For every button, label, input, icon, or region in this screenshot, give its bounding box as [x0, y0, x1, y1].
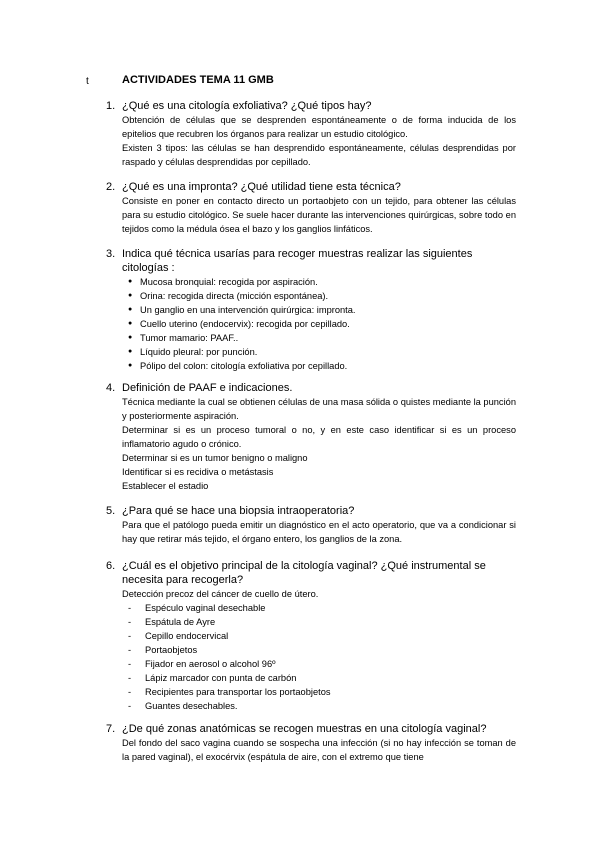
- list-item: - Fijador en aerosol o alcohol 96º: [128, 657, 516, 671]
- question-text: Indica qué técnica usarías para recoger muestras realizar las siguientes citologías :: [122, 248, 473, 274]
- question-7: [106, 722, 516, 764]
- list-item: - Portaobjetos: [128, 643, 516, 657]
- question-text: ¿Qué es una impronta? ¿Qué utilidad tiene esta técnica?: [122, 181, 401, 193]
- bullet-list: [128, 275, 516, 373]
- question-number: 5.: [106, 505, 116, 517]
- question-text: ¿Cuál es el objetivo principal de la citología vaginal? ¿Qué instrumental se necesita para recogerla?: [122, 560, 486, 586]
- answer-paragraph: Consiste en poner en contacto directo un portaobjeto con un tejido, para obtener las células para su estudio citológico. Se suele hacer durante las intervenciones quirúrgicas, sobre todo en tejidos como la médula ósea el bazo y los ganglios linfáticos.: [122, 196, 516, 234]
- question-2: [106, 180, 516, 236]
- list-item: ● Líquido pleural: por punción.: [128, 345, 516, 359]
- list-item: ● Pólipo del colon: citología exfoliativa por cepillado.: [128, 359, 516, 373]
- answer-paragraph: Establecer el estadio: [122, 481, 209, 491]
- answer-paragraph: Determinar si es un tumor benigno o maligno: [122, 453, 308, 463]
- answer-paragraph: Del fondo del saco vagina cuando se sospecha una infección (si no hay infección se toman de la pared vaginal), el exocérvix (espátula de aire, con el extremo que tiene: [122, 738, 516, 762]
- question-number: 3.: [106, 248, 116, 260]
- answer-paragraph: Para que el patólogo pueda emitir un diagnóstico en el acto operatorio, que va a condicionar si hay que retirar más tejido, el órgano entero, los ganglios de la zona.: [122, 520, 516, 544]
- answer: [122, 395, 516, 493]
- answer: [122, 113, 516, 169]
- list-item: - Recipientes para transportar los portaobjetos: [128, 685, 516, 699]
- list-item: - Espéculo vaginal desechable: [128, 601, 516, 615]
- question-number: 7.: [106, 723, 116, 735]
- answer-paragraph: Detección precoz del cáncer de cuello de útero.: [122, 589, 319, 599]
- answer-paragraph: Técnica mediante la cual se obtienen células de una masa sólida o quistes mediante la punción y posteriormente aspiración.: [122, 397, 516, 421]
- question-6: [106, 559, 516, 713]
- answer-paragraph: Obtención de células que se desprenden espontáneamente o de forma inducida de los epitelios que recubren los órganos para realizar un estudio citológico.: [122, 115, 516, 139]
- question-number: 2.: [106, 181, 116, 193]
- list-item: - Espátula de Ayre: [128, 615, 516, 629]
- answer-paragraph: Identificar si es recidiva o metástasis: [122, 467, 274, 477]
- question-number: 4.: [106, 382, 116, 394]
- instrument-list: [128, 601, 516, 713]
- question-text: Definición de PAAF e indicaciones.: [122, 382, 293, 394]
- list-item: ● Tumor mamario: PAAF..: [128, 331, 516, 345]
- list-item: ● Cuello uterino (endocervix): recogida por cepillado.: [128, 317, 516, 331]
- question-text: ¿Qué es una citología exfoliativa? ¿Qué tipos hay?: [122, 100, 372, 112]
- question-number: 1.: [106, 100, 116, 112]
- list-item: - Lápiz marcador con punta de carbón: [128, 671, 516, 685]
- question-number: 6.: [106, 560, 116, 572]
- question-5: [106, 504, 516, 546]
- answer: [122, 736, 516, 764]
- answer: [122, 194, 516, 236]
- list-item: ● Mucosa bronquial: recogida por aspiración.: [128, 275, 516, 289]
- question-4: [106, 381, 516, 493]
- list-item: ● Un ganglio en una intervención quirúrgica: impronta.: [128, 303, 516, 317]
- answer-paragraph: Determinar si es un proceso tumoral o no, y en este caso identificar si es un proceso inflamatorio agudo o crónico.: [122, 425, 516, 449]
- document-title: ACTIVIDADES TEMA 11 GMB: [122, 74, 274, 86]
- answer-paragraph: Existen 3 tipos: las células se han desprendido espontáneamente, células desprendidas por raspado y células desprendidas por cepillado.: [122, 143, 516, 167]
- question-1: [106, 99, 516, 169]
- list-item: - Guantes desechables.: [128, 699, 516, 713]
- list-item: - Cepillo endocervical: [128, 629, 516, 643]
- page-marker: t: [86, 76, 89, 87]
- question-3: [106, 247, 516, 373]
- question-text: ¿De qué zonas anatómicas se recogen muestras en una citología vaginal?: [122, 723, 487, 735]
- answer: [122, 587, 516, 601]
- list-item: ● Orina: recogida directa (micción espontánea).: [128, 289, 516, 303]
- answer: [122, 518, 516, 546]
- question-text: ¿Para qué se hace una biopsia intraoperatoria?: [122, 505, 355, 517]
